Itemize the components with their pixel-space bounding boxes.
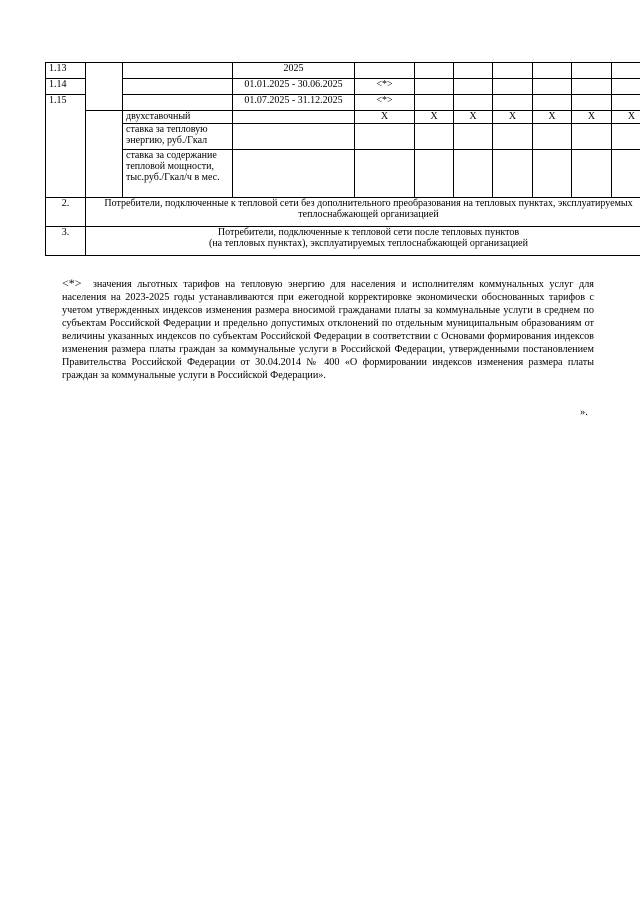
empty-cell [86, 111, 123, 198]
consumer-group-3 [86, 227, 640, 256]
x-mark: X [355, 111, 415, 124]
consumer-group-3-line2: (на тепловых пунктах), эксплуатируемых теплоснабжающей организацией [209, 238, 528, 249]
x-mark: X [493, 111, 533, 124]
consumer-group-2: Потребители, подключенные к тепловой сети без дополнительного преобразования на тепловых пунктах, эксплуатируемых теплоснабжающей организацией [86, 198, 640, 227]
table-row [46, 111, 640, 124]
energy-rate-label: ставка за тепловую энергию, руб./Гкал [123, 124, 233, 150]
table-row [46, 95, 640, 111]
row-number: 2. [46, 198, 86, 227]
table-row [46, 79, 640, 95]
x-mark: X [533, 111, 572, 124]
footnote-text: значения льготных тарифов на тепловую энергию для населения и исполнителям коммунальных услуг для населения на 2023-2025 годы устанавливаются при ежегодной корректировке экономически обоснованных тарифов с учетом утвержденных индексов изменения размера вносимой гражданами платы за коммунальные услуги в среднем по субъектам Российской Федерации и предельно допустимых отклонений по отдельным муниципальным образованиям от величины указанных индексов по субъектам Российской Федерации в соответствии с Основами формирования индексов изменения размера платы граждан за коммунальные услуги в Российской Федерации, утвержденными постановлением Правительства Российской Федерации от 30.04.2014 № 400 «О формировании индексов изменения размера платы граждан за коммунальные услуги в Российской Федерации». [62, 279, 594, 381]
table-row [46, 150, 640, 198]
period-cell: 01.01.2025 - 30.06.2025 [233, 79, 355, 95]
empty-cell [123, 79, 233, 95]
footnote [62, 277, 594, 382]
x-mark: X [415, 111, 454, 124]
table-row [46, 227, 640, 256]
x-mark: X [572, 111, 612, 124]
footnote-mark: <*> [62, 276, 82, 290]
footnote-mark: <*> [355, 79, 415, 95]
table-row [46, 124, 640, 150]
empty-cell [233, 111, 355, 124]
table-row [46, 63, 640, 79]
row-number: 3. [46, 227, 86, 256]
footnote-mark: <*> [355, 95, 415, 111]
period-cell: 2025 [233, 63, 355, 79]
closing-quote: ». [580, 407, 588, 418]
x-mark: X [612, 111, 640, 124]
empty-cell [86, 63, 123, 111]
table-row [46, 198, 640, 227]
period-cell: 01.07.2025 - 31.12.2025 [233, 95, 355, 111]
row-number: 1.14 [46, 79, 86, 95]
x-mark: X [454, 111, 493, 124]
capacity-rate-label: ставка за содержание тепловой мощности, тыс.руб./Гкал/ч в мес. [123, 150, 233, 198]
empty-cell [123, 95, 233, 111]
tariff-table [45, 62, 640, 256]
row-number: 1.13 [46, 63, 86, 79]
two-part-label: двухставочный [123, 111, 233, 124]
empty-cell [123, 63, 233, 79]
row-number: 1.15 [46, 95, 86, 198]
consumer-group-3-line1: Потребители, подключенные к тепловой сети после тепловых пунктов [217, 227, 520, 238]
